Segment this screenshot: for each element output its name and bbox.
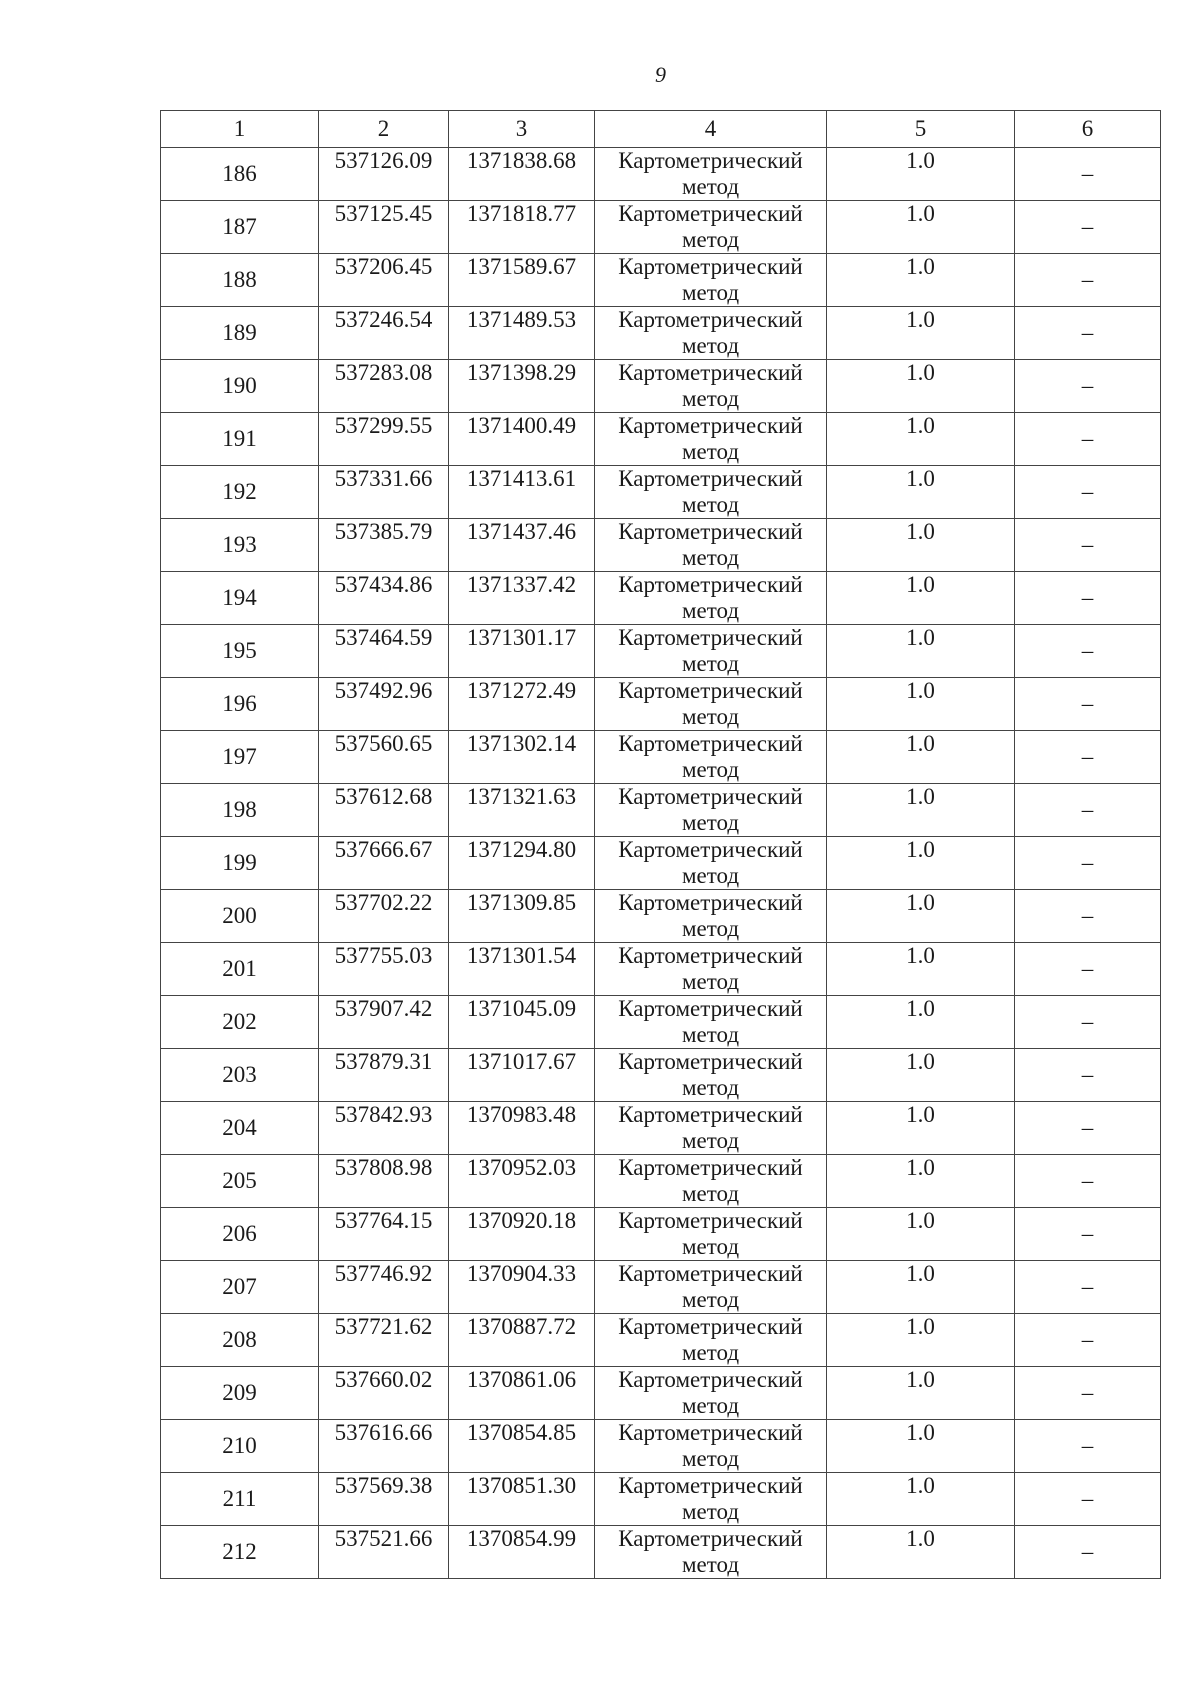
accuracy-cell: 1.0 — [827, 1155, 1015, 1208]
x-coordinate-cell: 537764.15 — [319, 1208, 449, 1261]
y-coordinate-cell: 1370861.06 — [449, 1367, 595, 1420]
accuracy-cell: 1.0 — [827, 731, 1015, 784]
y-coordinate-cell: 1371398.29 — [449, 360, 595, 413]
point-number-cell: 196 — [161, 678, 319, 731]
method-cell: Картометрический метод — [595, 201, 827, 254]
table-row — [161, 254, 1161, 307]
y-coordinate-cell: 1371272.49 — [449, 678, 595, 731]
method-cell: Картометрический метод — [595, 1526, 827, 1579]
table-row — [161, 784, 1161, 837]
table-row — [161, 1314, 1161, 1367]
table-row — [161, 148, 1161, 201]
accuracy-cell: 1.0 — [827, 148, 1015, 201]
table-body — [161, 148, 1161, 1579]
point-number-cell: 193 — [161, 519, 319, 572]
point-number-cell: 198 — [161, 784, 319, 837]
accuracy-cell: 1.0 — [827, 413, 1015, 466]
method-cell: Картометрический метод — [595, 360, 827, 413]
accuracy-cell: 1.0 — [827, 1102, 1015, 1155]
method-cell: Картометрический метод — [595, 1049, 827, 1102]
y-coordinate-cell: 1371301.17 — [449, 625, 595, 678]
point-number-cell: 192 — [161, 466, 319, 519]
table-row — [161, 1473, 1161, 1526]
y-coordinate-cell: 1370887.72 — [449, 1314, 595, 1367]
note-cell: – — [1015, 413, 1161, 466]
y-coordinate-cell: 1371437.46 — [449, 519, 595, 572]
table-row — [161, 890, 1161, 943]
table-row — [161, 201, 1161, 254]
y-coordinate-cell: 1370854.85 — [449, 1420, 595, 1473]
note-cell: – — [1015, 837, 1161, 890]
method-cell: Картометрический метод — [595, 678, 827, 731]
y-coordinate-cell: 1371302.14 — [449, 731, 595, 784]
x-coordinate-cell: 537299.55 — [319, 413, 449, 466]
x-coordinate-cell: 537246.54 — [319, 307, 449, 360]
accuracy-cell: 1.0 — [827, 996, 1015, 1049]
point-number-cell: 200 — [161, 890, 319, 943]
table-row — [161, 413, 1161, 466]
method-cell: Картометрический метод — [595, 625, 827, 678]
point-number-cell: 205 — [161, 1155, 319, 1208]
y-coordinate-cell: 1371045.09 — [449, 996, 595, 1049]
note-cell: – — [1015, 148, 1161, 201]
method-cell: Картометрический метод — [595, 307, 827, 360]
point-number-cell: 186 — [161, 148, 319, 201]
point-number-cell: 187 — [161, 201, 319, 254]
method-cell: Картометрический метод — [595, 784, 827, 837]
y-coordinate-cell: 1370851.30 — [449, 1473, 595, 1526]
table-row — [161, 519, 1161, 572]
x-coordinate-cell: 537612.68 — [319, 784, 449, 837]
note-cell: – — [1015, 519, 1161, 572]
table-row — [161, 1367, 1161, 1420]
method-cell: Картометрический метод — [595, 837, 827, 890]
y-coordinate-cell: 1371489.53 — [449, 307, 595, 360]
note-cell: – — [1015, 1155, 1161, 1208]
method-cell: Картометрический метод — [595, 1367, 827, 1420]
table-row — [161, 1526, 1161, 1579]
y-coordinate-cell: 1371294.80 — [449, 837, 595, 890]
point-number-cell: 197 — [161, 731, 319, 784]
accuracy-cell: 1.0 — [827, 1420, 1015, 1473]
method-cell: Картометрический метод — [595, 466, 827, 519]
point-number-cell: 202 — [161, 996, 319, 1049]
column-header-1: 1 — [161, 111, 319, 148]
x-coordinate-cell: 537660.02 — [319, 1367, 449, 1420]
point-number-cell: 195 — [161, 625, 319, 678]
x-coordinate-cell: 537842.93 — [319, 1102, 449, 1155]
point-number-cell: 201 — [161, 943, 319, 996]
point-number-cell: 212 — [161, 1526, 319, 1579]
method-cell: Картометрический метод — [595, 572, 827, 625]
x-coordinate-cell: 537126.09 — [319, 148, 449, 201]
method-cell: Картометрический метод — [595, 148, 827, 201]
column-header-5: 5 — [827, 111, 1015, 148]
page-number: 9 — [655, 62, 666, 87]
table-row — [161, 466, 1161, 519]
table-row — [161, 1102, 1161, 1155]
method-cell: Картометрический метод — [595, 943, 827, 996]
note-cell: – — [1015, 1314, 1161, 1367]
table-row — [161, 1420, 1161, 1473]
x-coordinate-cell: 537521.66 — [319, 1526, 449, 1579]
note-cell: – — [1015, 625, 1161, 678]
note-cell: – — [1015, 784, 1161, 837]
y-coordinate-cell: 1370952.03 — [449, 1155, 595, 1208]
y-coordinate-cell: 1371838.68 — [449, 148, 595, 201]
accuracy-cell: 1.0 — [827, 784, 1015, 837]
column-header-4: 4 — [595, 111, 827, 148]
y-coordinate-cell: 1370854.99 — [449, 1526, 595, 1579]
x-coordinate-cell: 537283.08 — [319, 360, 449, 413]
x-coordinate-cell: 537385.79 — [319, 519, 449, 572]
note-cell: – — [1015, 890, 1161, 943]
table-row — [161, 307, 1161, 360]
accuracy-cell: 1.0 — [827, 1049, 1015, 1102]
accuracy-cell: 1.0 — [827, 1473, 1015, 1526]
accuracy-cell: 1.0 — [827, 1367, 1015, 1420]
y-coordinate-cell: 1371818.77 — [449, 201, 595, 254]
note-cell: – — [1015, 996, 1161, 1049]
method-cell: Картометрический метод — [595, 413, 827, 466]
method-cell: Картометрический метод — [595, 1420, 827, 1473]
accuracy-cell: 1.0 — [827, 837, 1015, 890]
point-number-cell: 208 — [161, 1314, 319, 1367]
x-coordinate-cell: 537492.96 — [319, 678, 449, 731]
method-cell: Картометрический метод — [595, 1261, 827, 1314]
point-number-cell: 189 — [161, 307, 319, 360]
x-coordinate-cell: 537464.59 — [319, 625, 449, 678]
point-number-cell: 188 — [161, 254, 319, 307]
accuracy-cell: 1.0 — [827, 254, 1015, 307]
point-number-cell: 207 — [161, 1261, 319, 1314]
x-coordinate-cell: 537434.86 — [319, 572, 449, 625]
y-coordinate-cell: 1370920.18 — [449, 1208, 595, 1261]
coordinates-table — [160, 110, 1161, 1579]
table-row — [161, 572, 1161, 625]
point-number-cell: 211 — [161, 1473, 319, 1526]
accuracy-cell: 1.0 — [827, 1314, 1015, 1367]
y-coordinate-cell: 1371413.61 — [449, 466, 595, 519]
x-coordinate-cell: 537746.92 — [319, 1261, 449, 1314]
accuracy-cell: 1.0 — [827, 625, 1015, 678]
table-row — [161, 1155, 1161, 1208]
point-number-cell: 194 — [161, 572, 319, 625]
point-number-cell: 203 — [161, 1049, 319, 1102]
table-row — [161, 678, 1161, 731]
table-row — [161, 731, 1161, 784]
method-cell: Картометрический метод — [595, 519, 827, 572]
note-cell: – — [1015, 678, 1161, 731]
point-number-cell: 210 — [161, 1420, 319, 1473]
note-cell: – — [1015, 1473, 1161, 1526]
note-cell: – — [1015, 1102, 1161, 1155]
method-cell: Картометрический метод — [595, 1208, 827, 1261]
note-cell: – — [1015, 731, 1161, 784]
x-coordinate-cell: 537808.98 — [319, 1155, 449, 1208]
note-cell: – — [1015, 943, 1161, 996]
accuracy-cell: 1.0 — [827, 678, 1015, 731]
method-cell: Картометрический метод — [595, 1102, 827, 1155]
x-coordinate-cell: 537616.66 — [319, 1420, 449, 1473]
note-cell: – — [1015, 1261, 1161, 1314]
x-coordinate-cell: 537755.03 — [319, 943, 449, 996]
x-coordinate-cell: 537331.66 — [319, 466, 449, 519]
method-cell: Картометрический метод — [595, 1473, 827, 1526]
column-header-3: 3 — [449, 111, 595, 148]
x-coordinate-cell: 537125.45 — [319, 201, 449, 254]
table-row — [161, 360, 1161, 413]
accuracy-cell: 1.0 — [827, 1261, 1015, 1314]
note-cell: – — [1015, 466, 1161, 519]
point-number-cell: 204 — [161, 1102, 319, 1155]
y-coordinate-cell: 1371321.63 — [449, 784, 595, 837]
note-cell: – — [1015, 307, 1161, 360]
column-header-2: 2 — [319, 111, 449, 148]
x-coordinate-cell: 537907.42 — [319, 996, 449, 1049]
point-number-cell: 209 — [161, 1367, 319, 1420]
y-coordinate-cell: 1371589.67 — [449, 254, 595, 307]
table-row — [161, 1208, 1161, 1261]
accuracy-cell: 1.0 — [827, 519, 1015, 572]
note-cell: – — [1015, 1367, 1161, 1420]
table-header-row — [161, 111, 1161, 148]
accuracy-cell: 1.0 — [827, 201, 1015, 254]
x-coordinate-cell: 537569.38 — [319, 1473, 449, 1526]
x-coordinate-cell: 537206.45 — [319, 254, 449, 307]
x-coordinate-cell: 537560.65 — [319, 731, 449, 784]
y-coordinate-cell: 1371301.54 — [449, 943, 595, 996]
method-cell: Картометрический метод — [595, 254, 827, 307]
y-coordinate-cell: 1371337.42 — [449, 572, 595, 625]
table-row — [161, 996, 1161, 1049]
x-coordinate-cell: 537666.67 — [319, 837, 449, 890]
note-cell: – — [1015, 201, 1161, 254]
table-row — [161, 1261, 1161, 1314]
y-coordinate-cell: 1371309.85 — [449, 890, 595, 943]
accuracy-cell: 1.0 — [827, 307, 1015, 360]
column-header-6: 6 — [1015, 111, 1161, 148]
point-number-cell: 206 — [161, 1208, 319, 1261]
x-coordinate-cell: 537879.31 — [319, 1049, 449, 1102]
x-coordinate-cell: 537721.62 — [319, 1314, 449, 1367]
table-row — [161, 943, 1161, 996]
y-coordinate-cell: 1370904.33 — [449, 1261, 595, 1314]
accuracy-cell: 1.0 — [827, 360, 1015, 413]
note-cell: – — [1015, 572, 1161, 625]
x-coordinate-cell: 537702.22 — [319, 890, 449, 943]
note-cell: – — [1015, 1526, 1161, 1579]
accuracy-cell: 1.0 — [827, 466, 1015, 519]
accuracy-cell: 1.0 — [827, 1526, 1015, 1579]
y-coordinate-cell: 1371400.49 — [449, 413, 595, 466]
method-cell: Картометрический метод — [595, 1314, 827, 1367]
method-cell: Картометрический метод — [595, 890, 827, 943]
point-number-cell: 199 — [161, 837, 319, 890]
y-coordinate-cell: 1370983.48 — [449, 1102, 595, 1155]
note-cell: – — [1015, 254, 1161, 307]
note-cell: – — [1015, 1420, 1161, 1473]
table-row — [161, 625, 1161, 678]
table-row — [161, 1049, 1161, 1102]
accuracy-cell: 1.0 — [827, 943, 1015, 996]
point-number-cell: 191 — [161, 413, 319, 466]
table-row — [161, 837, 1161, 890]
accuracy-cell: 1.0 — [827, 1208, 1015, 1261]
accuracy-cell: 1.0 — [827, 572, 1015, 625]
note-cell: – — [1015, 1049, 1161, 1102]
method-cell: Картометрический метод — [595, 731, 827, 784]
method-cell: Картометрический метод — [595, 996, 827, 1049]
note-cell: – — [1015, 360, 1161, 413]
method-cell: Картометрический метод — [595, 1155, 827, 1208]
accuracy-cell: 1.0 — [827, 890, 1015, 943]
note-cell: – — [1015, 1208, 1161, 1261]
y-coordinate-cell: 1371017.67 — [449, 1049, 595, 1102]
point-number-cell: 190 — [161, 360, 319, 413]
